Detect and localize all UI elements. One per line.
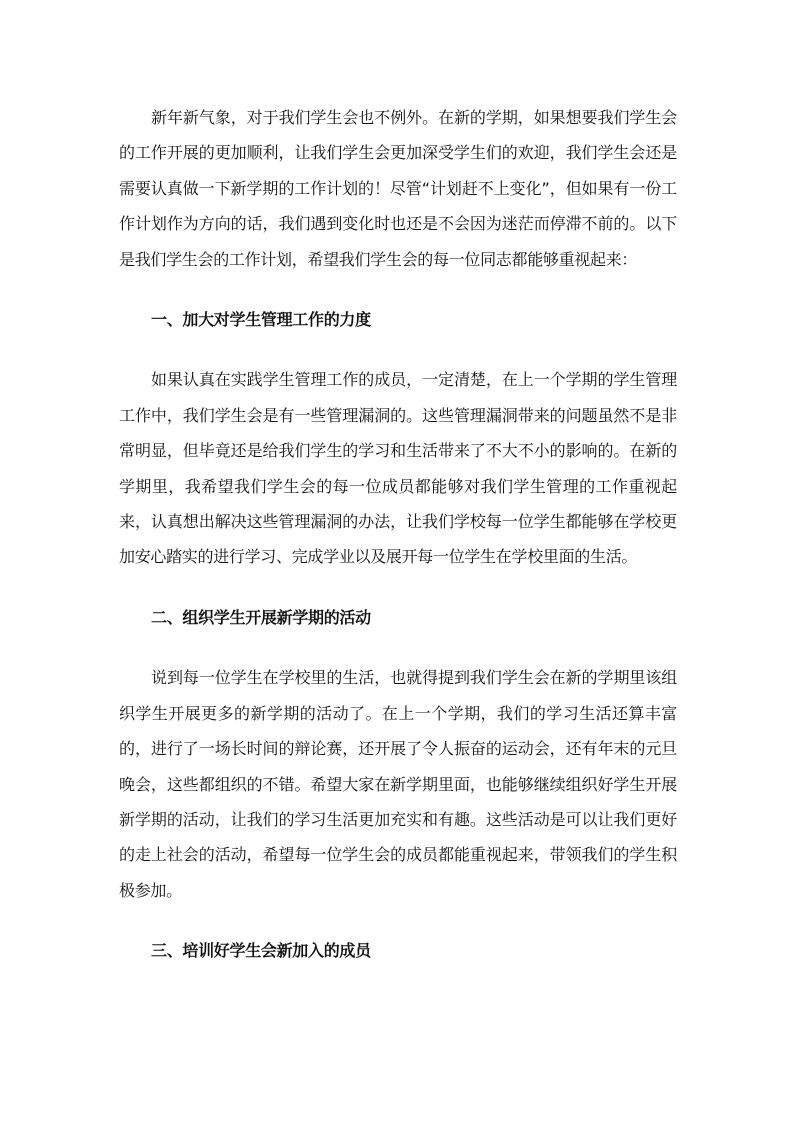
section-2-heading: 二、组织学生开展新学期的活动 — [151, 607, 371, 627]
section-2-paragraph: 说到每一位学生在学校里的生活，也就得提到我们学生会在新的学期里该组织学生开展更多的新学期的活动了。在上一个学期，我们的学习生活还算丰富的，进行了一场长时间的辩论赛，还开展了令人振奋的运动会，还有年末的元旦晚会，这些都组织的不错。希望大家在新学期里面，也能够继续组织好学生开展新学期的活动，让我们的学习生活更加充实和有趣。这些活动是可以让我们更好的走上社会的活动，希望每一位学生会的成员都能重视起来，带领我们的学生积极参加。 — [119, 668, 677, 900]
document-body — [119, 100, 677, 969]
spacer — [119, 908, 677, 933]
section-1-heading: 一、加大对学生管理工作的力度 — [151, 310, 371, 330]
section-1-paragraph: 如果认真在实践学生管理工作的成员，一定清楚，在上一个学期的学生管理工作中，我们学生会是有一些管理漏洞的。这些管理漏洞带来的问题虽然不是非常明显，但毕竟还是给我们学生的学习和生活带来了不大不小的影响的。在新的学期里，我希望我们学生会的每一位成员都能够对我们学生管理的工作重视起来，认真想出解决这些管理漏洞的办法，让我们学校每一位学生都能够在学校更加安心踏实的进行学习、完成学业以及展开每一位学生在学校里面的生活。 — [119, 370, 677, 567]
spacer — [119, 635, 677, 660]
section-3-heading: 三、培训好学生会新加入的成员 — [151, 941, 371, 961]
intro-paragraph: 新年新气象，对于我们学生会也不例外。在新的学期，如果想要我们学生会的工作开展的更加顺利，让我们学生会更加深受学生们的欢迎，我们学生会还是需要认真做一下新学期的工作计划的！尽管“计划赶不上变化”，但如果有一份工作计划作为方向的话，我们遇到变化时也还是不会因为迷茫而停滞不前的。以下是我们学生会的工作计划，希望我们学生会的每一位同志都能够重视起来： — [119, 108, 677, 269]
spacer — [119, 337, 677, 362]
spacer — [119, 575, 677, 600]
spacer — [119, 277, 677, 302]
